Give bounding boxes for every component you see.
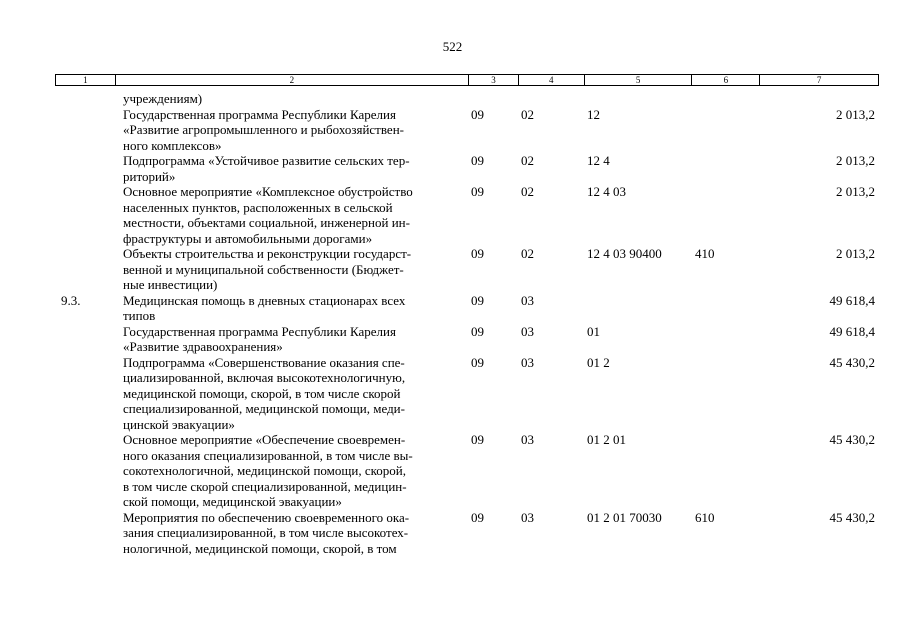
target-article-code: 12 4 [587,153,610,168]
header-col-2: 2 [116,75,469,85]
page-number: 522 [442,39,463,54]
description-line: зания специализированной, в том числе высокотех- [123,525,409,540]
table-body [55,91,879,556]
target-article-code: 12 4 03 90400 [587,246,662,261]
subsection-code: 02 [521,184,534,199]
header-col-3: 3 [469,75,519,85]
subsection-code: 03 [521,323,534,339]
section-code: 09 [471,184,484,199]
description-line: ного комплексов» [123,137,222,153]
section-code: 09 [471,354,484,370]
section-code: 09 [471,323,484,339]
header-col-7: 7 [816,75,822,85]
section-code: 09 [471,153,484,168]
row-description [115,293,469,324]
header-col-6: 6 [692,75,760,85]
amount-value: 2 013,2 [836,153,875,168]
table-row [55,153,879,184]
target-article-code: 12 [587,106,600,122]
description-line: в том числе скорой специализированной, медицин- [123,478,407,494]
section-code: 09 [471,106,484,122]
row-description [115,432,469,510]
subsection-code: 03 [521,509,534,525]
amount-value: 49 618,4 [829,323,875,339]
description-line: Подпрограмма «Совершенствование оказания спе- [123,354,405,370]
subsection-code: 03 [521,354,534,370]
table-row [55,324,879,355]
description-line: типов [123,308,156,323]
description-line: нологичной, медицинской помощи, скорой, в том [123,540,397,556]
row-description [115,324,469,355]
table-row [55,293,879,324]
table-row [55,184,879,246]
description-line: медицинской помощи, скорой, в том числе скорой [123,385,401,401]
description-line: фраструктуры и автомобильными дорогами» [123,230,373,246]
header-col-5: 5 [585,75,693,85]
section-code: 09 [471,292,484,308]
amount-value: 2 013,2 [836,184,875,199]
expense-type-code: 410 [695,246,715,261]
description-line: ные инвестиции) [123,277,218,292]
section-code: 09 [471,432,484,447]
subsection-code: 03 [521,432,534,447]
description-line: «Развитие здравоохранения» [123,339,283,354]
table-row [55,510,879,557]
description-line: специализированной, медицинской помощи, меди- [123,401,405,416]
row-description [115,246,469,293]
subsection-code: 03 [521,292,534,308]
description-line: Медицинская помощь в дневных стационарах всех [123,292,406,308]
description-line: Государственная программа Республики Карелия [123,106,396,122]
row-description [115,355,469,433]
description-line: Основное мероприятие «Комплексное обустройство [123,184,413,199]
row-description [115,107,469,154]
description-line: ской помощи, медицинской эвакуации» [123,494,342,509]
description-line: Мероприятия по обеспечению своевременного ока- [123,509,410,525]
header-col-4: 4 [519,75,585,85]
description-line: Подпрограмма «Устойчивое развитие сельских тер- [123,153,410,168]
amount-value: 45 430,2 [829,432,875,447]
subsection-code: 02 [521,246,534,261]
subsection-code: 02 [521,153,534,168]
subsection-code: 02 [521,106,534,122]
description-line: ного оказания специализированной, в том числе вы- [123,447,413,463]
header-col-1: 1 [56,75,116,85]
amount-value: 49 618,4 [829,292,875,308]
description-line: Объекты строительства и реконструкции государст- [123,246,412,261]
table-row [55,246,879,293]
description-line: риторий» [123,168,176,184]
row-number: 9.3. [61,292,81,308]
description-line: сокотехнологичной, медицинской помощи, скорой, [123,463,406,478]
row-description [115,184,469,246]
description-line: Основное мероприятие «Обеспечение своевремен- [123,432,406,447]
section-code: 09 [471,246,484,261]
expense-type-code: 610 [695,509,715,525]
description-line: учреждениям) [123,91,203,106]
target-article-code: 01 [587,323,600,339]
description-line: населенных пунктов, расположенных в сельской [123,199,393,215]
row-description [115,153,469,184]
description-line: местности, объектами социальной, инженерной ин- [123,215,410,230]
table-row [55,355,879,433]
table-row [55,432,879,510]
row-description [115,510,469,557]
section-code: 09 [471,509,484,525]
amount-value: 2 013,2 [836,106,875,122]
description-line: венной и муниципальной собственности (Бюджет- [123,261,404,277]
table-row [55,107,879,154]
description-line: «Развитие агропромышленного и рыбохозяйствен- [123,122,404,137]
description-line: Государственная программа Республики Карелия [123,323,396,339]
amount-value: 45 430,2 [829,354,875,370]
target-article-code: 01 2 01 70030 [587,509,662,525]
table-row [55,91,879,107]
table-header [55,74,879,86]
amount-value: 45 430,2 [829,509,875,525]
description-line: циализированной, включая высокотехнологичную, [123,370,406,385]
target-article-code: 01 2 [587,354,610,370]
target-article-code: 12 4 03 [587,184,626,199]
amount-value: 2 013,2 [836,246,875,261]
row-description [115,91,469,107]
description-line: цинской эвакуации» [123,416,235,432]
target-article-code: 01 2 01 [587,432,626,447]
